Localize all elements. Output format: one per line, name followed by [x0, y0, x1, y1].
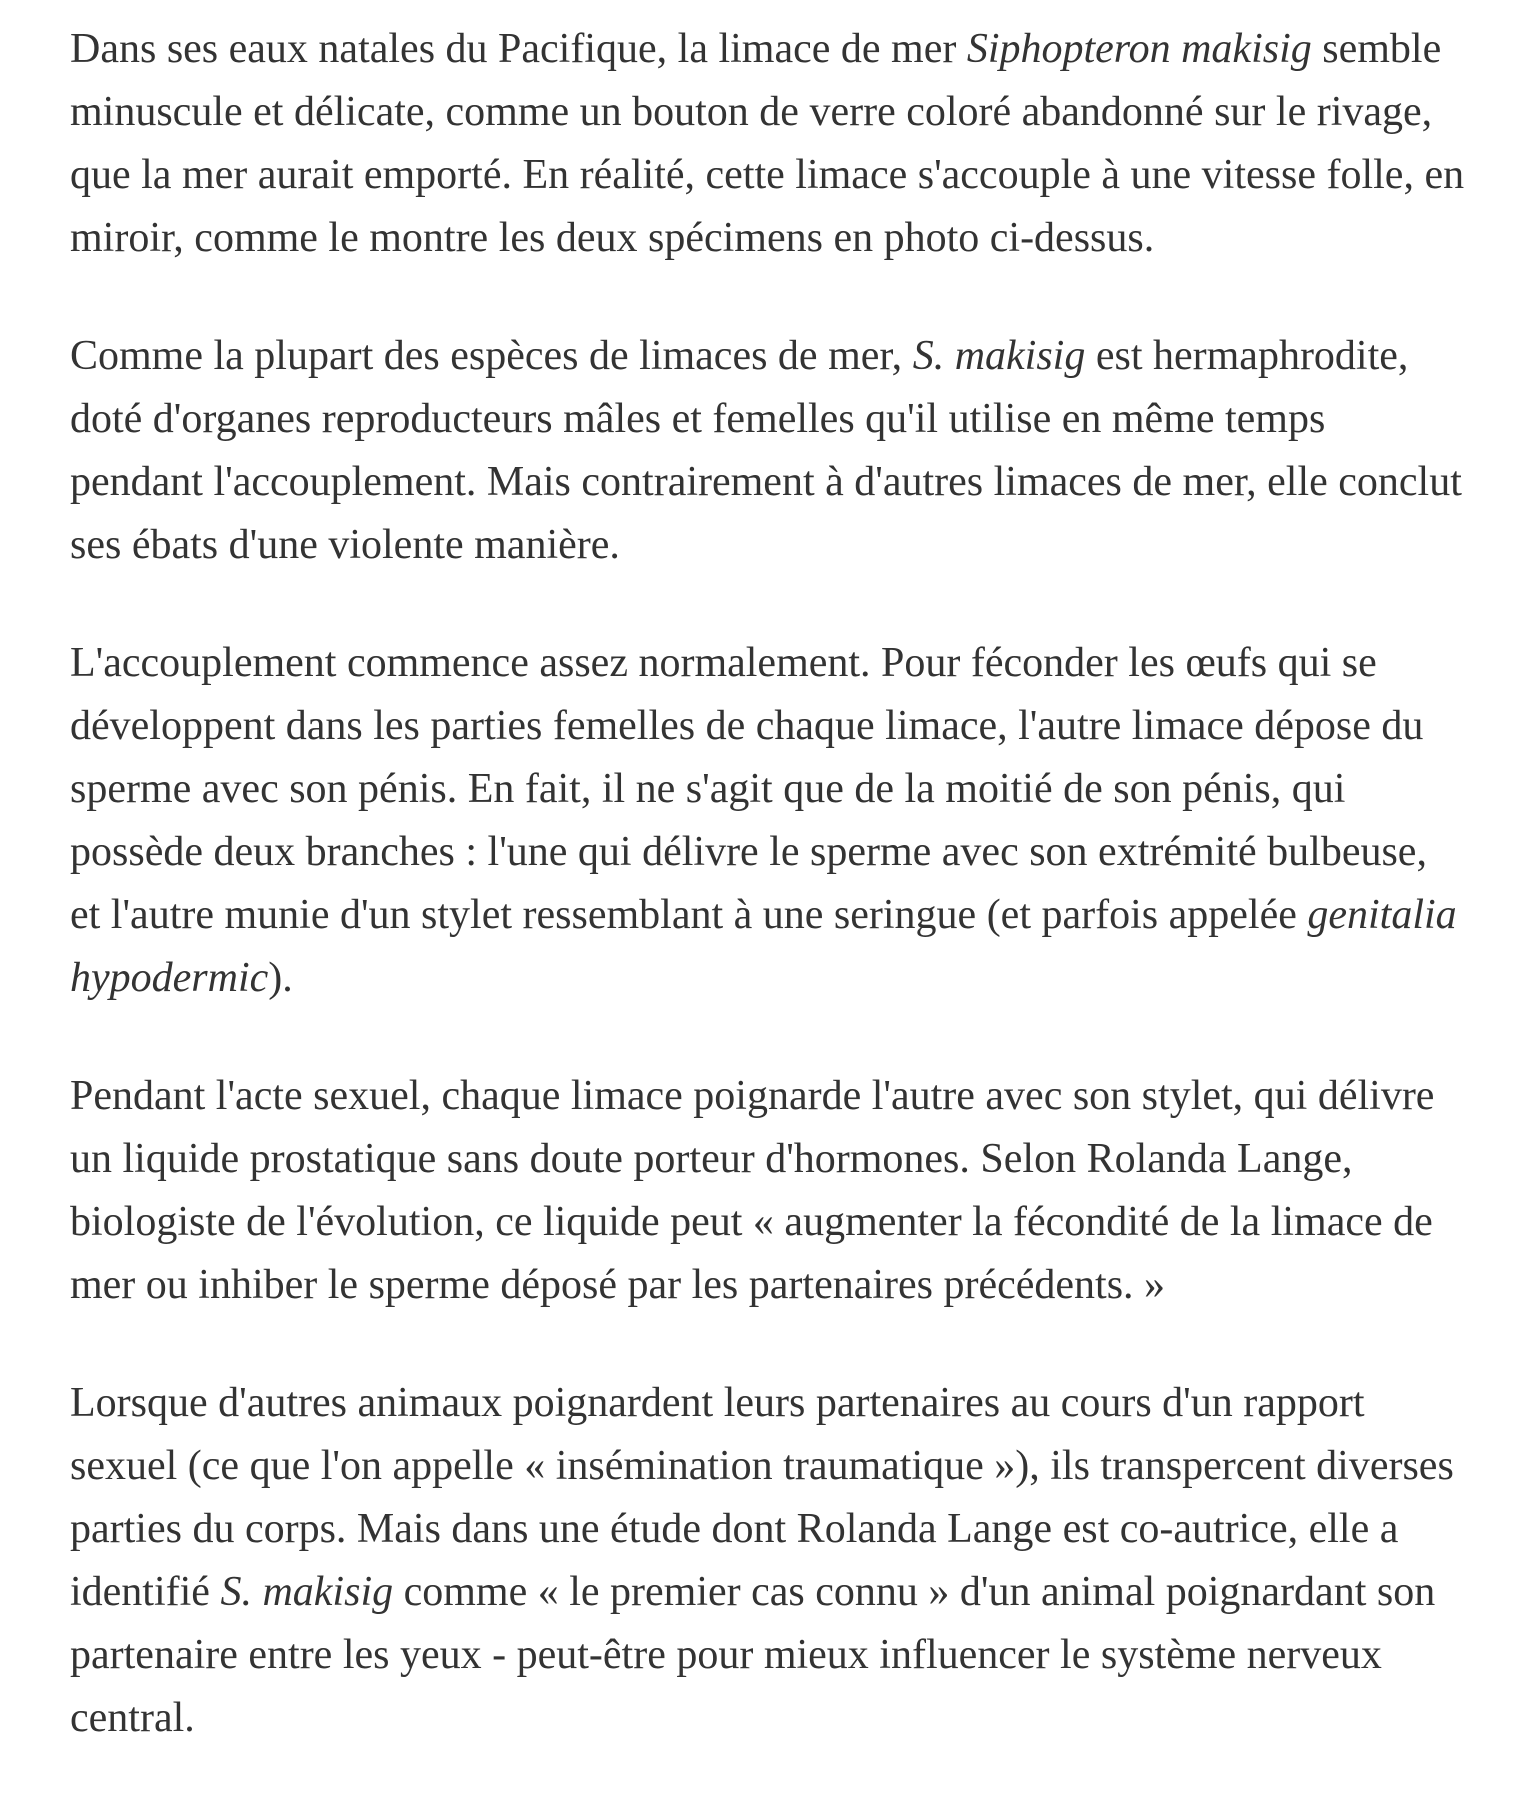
text-run: L'accouplement commence assez normalement. Pour féconder les œufs qui se développent dans les parties femelles de chaque limace, l'autre limace dépose du sperme avec son pénis. En fait, il ne s'agit que de la moitié de son pénis, qui possède deux branches : l'une qui délivre le sperme avec son extrémité bulbeuse, et l'autre munie d'un stylet ressemblant à une seringue (et parfois appelée: [70, 640, 1427, 938]
article-paragraph-4: [70, 1065, 1466, 1317]
italic-text-run: S. makisig: [220, 1569, 394, 1615]
text-run: Pendant l'acte sexuel, chaque limace poignarde l'autre avec son stylet, qui délivre un liquide prostatique sans doute porteur d'hormones. Selon Rolanda Lange, biologiste de l'évolution, ce liquide peut « augmenter la fécondité de la limace de mer ou inhiber le sperme déposé par les partenaires précédents. »: [70, 1073, 1435, 1308]
italic-text-run: S. makisig: [912, 333, 1086, 379]
article-paragraph-3: [70, 632, 1466, 1010]
text-run: comme « le premier cas connu » d'un animal poignardant son partenaire entre les yeux - peut-être pour mieux influencer le système nerveux central.: [70, 1569, 1436, 1741]
article-paragraph-2: [70, 325, 1466, 577]
text-run: Dans ses eaux natales du Pacifique, la limace de mer: [70, 26, 967, 72]
italic-text-run: Siphopteron makisig: [966, 26, 1312, 72]
italic-text-run: genitalia hypodermic: [70, 892, 1457, 1001]
article-paragraph-5: [70, 1372, 1466, 1750]
article-paragraph-1: [70, 18, 1466, 270]
text-run: Lorsque d'autres animaux poignardent leurs partenaires au cours d'un rapport sexuel (ce que l'on appelle « insémination traumatique »), ils transpercent diverses parties du corps. Mais dans une étude dont Rolanda Lange est co-autrice, elle a identifié: [70, 1380, 1454, 1615]
text-run: est hermaphrodite, doté d'organes reproducteurs mâles et femelles qu'il utilise en même temps pendant l'accouplement. Mais contrairement à d'autres limaces de mer, elle conclut ses ébats d'une violente manière.: [70, 333, 1462, 568]
text-run: ).: [268, 955, 293, 1001]
text-run: semble minuscule et délicate, comme un bouton de verre coloré abandonné sur le rivage, que la mer aurait emporté. En réalité, cette limace s'accouple à une vitesse folle, en miroir, comme le montre les deux spécimens en photo ci-dessus.: [70, 26, 1465, 261]
text-run: Comme la plupart des espèces de limaces de mer,: [70, 333, 913, 379]
